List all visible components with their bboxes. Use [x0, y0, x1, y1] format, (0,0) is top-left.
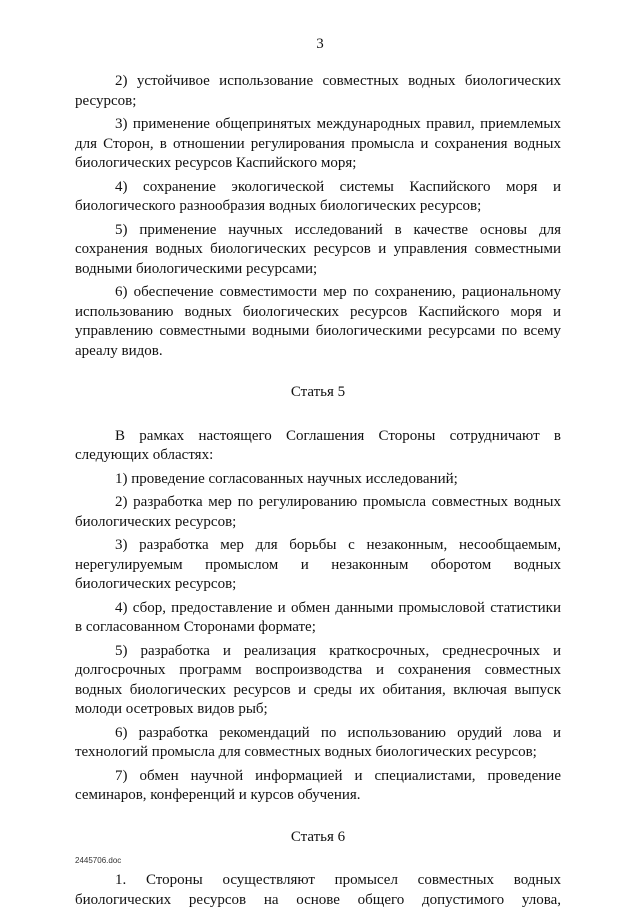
paragraph-a-4: 5) применение научных исследований в качестве основы для сохранения водных биологических ресурсов и управления совместными водными биологическими ресурсами; [75, 221, 561, 277]
article-5-item-4: 4) сбор, предоставление и обмен данными промысловой статистики в согласованном Сторонами формате; [75, 599, 561, 635]
paragraph-a-5: 6) обеспечение совместимости мер по сохранению, рациональному использованию водных биологических ресурсов Каспийского моря и управлению совместными водными биологическими ресурсами по всему ареалу видов. [75, 284, 561, 359]
document-body [75, 72, 561, 914]
article-5-item-7: 7) обмен научной информацией и специалистами, проведение семинаров, конференций и курсов обучения. [75, 767, 561, 803]
page-number: 3 [316, 36, 324, 52]
article-5-intro: В рамках настоящего Соглашения Стороны сотрудничают в следующих областях: [75, 427, 561, 463]
article-5-item-6: 6) разработка рекомендаций по использованию орудий лова и технологий промысла для совместных водных биологических ресурсов; [75, 724, 561, 760]
article-5-item-2: 2) разработка мер по регулированию промысла совместных водных биологических ресурсов; [75, 494, 561, 530]
article-5-item-5: 5) разработка и реализация краткосрочных, среднесрочных и долгосрочных программ воспроизводства и сохранения совместных водных биологических ресурсов и среды их обитания, включая выпуск молоди осетровых видов рыб; [75, 642, 561, 717]
article-5-item-3: 3) разработка мер для борьбы с незаконным, несообщаемым, нерегулируемым промыслом и незаконным оборотом водных биологических ресурсов; [75, 537, 561, 592]
article-5-item-1: 1) проведение согласованных научных исследований; [115, 470, 458, 487]
paragraph-a-1: 2) устойчивое использование совместных водных биологических ресурсов; [75, 73, 561, 109]
paragraph-a-2: 3) применение общепринятых международных правил, приемлемых для Сторон, в отношении регулирования промысла и сохранения водных биологических ресурсов Каспийского моря; [75, 116, 561, 171]
article-5-heading: Статья 5 [290, 384, 346, 400]
article-6-heading: Статья 6 [290, 828, 346, 845]
article-6-item-1: 1. Стороны осуществляют промысел совместных водных биологических ресурсов на основе общего допустимого улова, [75, 872, 561, 908]
file-name-footer: 2445706.doc [75, 856, 122, 865]
paragraph-a-3: 4) сохранение экологической системы Каспийского моря и биологического разнообразия водных биологических ресурсов; [75, 178, 561, 214]
